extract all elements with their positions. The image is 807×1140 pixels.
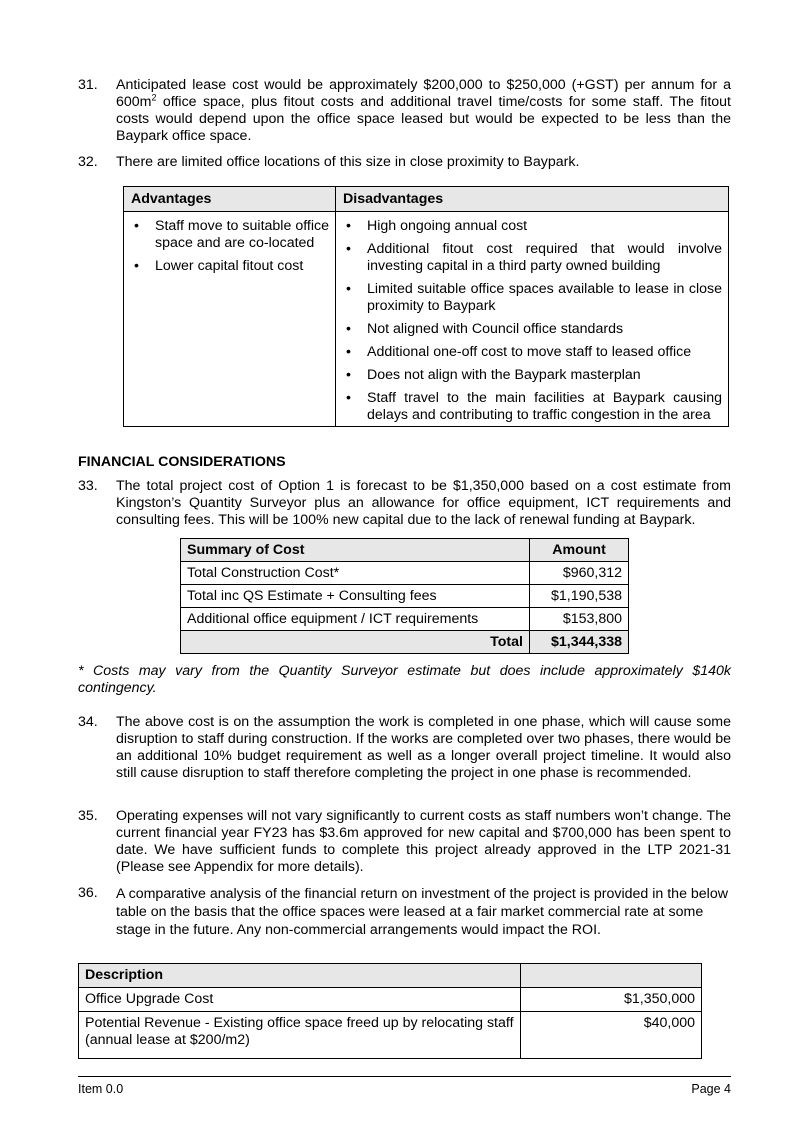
paragraph-text-part: Anticipated lease cost would be approximately $200,000 to $250,000 (+GST) per annum for a 600m	[116, 77, 731, 110]
paragraph-32	[78, 154, 731, 171]
advantages-table	[123, 186, 729, 427]
table-row	[181, 608, 629, 631]
table-cell: $960,312	[530, 562, 629, 585]
paragraph-number: 36.	[78, 885, 98, 901]
table-row	[79, 988, 702, 1012]
list-item: • Does not align with the Baypark masterplan	[342, 367, 722, 384]
advantages-header: Advantages	[124, 187, 336, 212]
paragraph-33	[78, 478, 731, 529]
table-row	[181, 562, 629, 585]
paragraph-number: 31.	[78, 77, 98, 93]
paragraph-number: 33.	[78, 478, 98, 494]
total-label: Total	[181, 631, 530, 654]
paragraph-number: 35.	[78, 808, 98, 824]
table-cell: $1,350,000	[521, 988, 702, 1012]
paragraph-text: Operating expenses will not vary significantly to current costs as staff numbers won’t change. The current financial year FY23 has $3.6m approved for new capital and $700,000 has been spent to date. We have sufficient funds to complete this project already approved in the LTP 2021-31 (Please see Appendix for more details).	[116, 808, 731, 875]
advantages-list	[130, 218, 329, 275]
paragraph-text-part: office space, plus fitout costs and additional travel time/costs for some staff. The fitout costs would depend upon the office space leased but would be expected to be less than the Baypark office space.	[116, 94, 731, 144]
paragraph-text	[116, 77, 731, 145]
advantages-cell	[124, 212, 336, 427]
list-item: • Limited suitable office spaces available to lease in close proximity to Baypark	[342, 281, 722, 315]
paragraph-36	[78, 885, 731, 939]
table-header-cell	[521, 964, 702, 988]
disadvantages-header: Disadvantages	[336, 187, 729, 212]
list-item: • Additional fitout cost required that would involve investing capital in a third party owned building	[342, 241, 722, 275]
cost-summary-table	[180, 538, 629, 654]
table-cell: Office Upgrade Cost	[79, 988, 521, 1012]
table-row	[79, 1012, 702, 1059]
table-cell: $1,190,538	[530, 585, 629, 608]
table-cell: Potential Revenue - Existing office space freed up by relocating staff (annual lease at $200/m2)	[79, 1012, 521, 1059]
table-header-row	[181, 539, 629, 562]
table-header-cell: Summary of Cost	[181, 539, 530, 562]
table-total-row	[181, 631, 629, 654]
cost-footnote: * Costs may vary from the Quantity Surveyor estimate but does include approximately $140k contingency.	[78, 663, 731, 696]
table-cell: Total Construction Cost*	[181, 562, 530, 585]
list-item: • Not aligned with Council office standards	[342, 321, 722, 338]
superscript: 2	[151, 92, 157, 103]
paragraph-35	[78, 808, 731, 876]
table-header-cell: Amount	[530, 539, 629, 562]
paragraph-31	[78, 77, 731, 145]
financial-considerations-heading: FINANCIAL CONSIDERATIONS	[78, 454, 286, 470]
paragraph-text: The total project cost of Option 1 is forecast to be $1,350,000 based on a cost estimate from Kingston’s Quantity Surveyor plus an allowance for office equipment, ICT requirements and consulting fees. This will be 100% new capital due to the lack of renewal funding at Baypark.	[116, 478, 731, 528]
paragraph-text: A comparative analysis of the financial return on investment of the project is provided in the below table on the basis that the office spaces were leased at a fair market commercial rate at some stage in the future. Any non-commercial arrangements would impact the ROI.	[116, 886, 728, 938]
list-item: • Additional one-off cost to move staff to leased office	[342, 344, 722, 361]
table-cell: $153,800	[530, 608, 629, 631]
list-item: • Staff travel to the main facilities at Baypark causing delays and contributing to traffic congestion in the area	[342, 390, 722, 424]
table-cell: Total inc QS Estimate + Consulting fees	[181, 585, 530, 608]
list-item: • High ongoing annual cost	[342, 218, 722, 235]
paragraph-number: 34.	[78, 714, 98, 730]
list-item: • Staff move to suitable office space and are co-located	[130, 218, 329, 252]
paragraph-34	[78, 714, 731, 782]
footer-divider	[78, 1076, 731, 1077]
disadvantages-cell	[336, 212, 729, 427]
paragraph-text: There are limited office locations of this size in close proximity to Baypark.	[116, 154, 580, 170]
total-amount: $1,344,338	[530, 631, 629, 654]
disadvantages-list	[342, 218, 722, 424]
list-item: • Lower capital fitout cost	[130, 258, 329, 275]
paragraph-text: The above cost is on the assumption the work is completed in one phase, which will cause some disruption to staff during construction. If the works are completed over two phases, there would be an additional 10% budget requirement as well as a longer overall project timeline. It would also still cause disruption to staff therefore completing the project in one phase is recommended.	[116, 714, 731, 781]
table-cell: Additional office equipment / ICT requirements	[181, 608, 530, 631]
table-header-cell: Description	[79, 964, 521, 988]
footer-page-number: Page 4	[691, 1082, 731, 1096]
roi-table	[78, 963, 702, 1059]
table-row	[181, 585, 629, 608]
table-header-row	[79, 964, 702, 988]
paragraph-number: 32.	[78, 154, 98, 170]
footer-item-label: Item 0.0	[78, 1082, 124, 1096]
table-cell: $40,000	[521, 1012, 702, 1059]
